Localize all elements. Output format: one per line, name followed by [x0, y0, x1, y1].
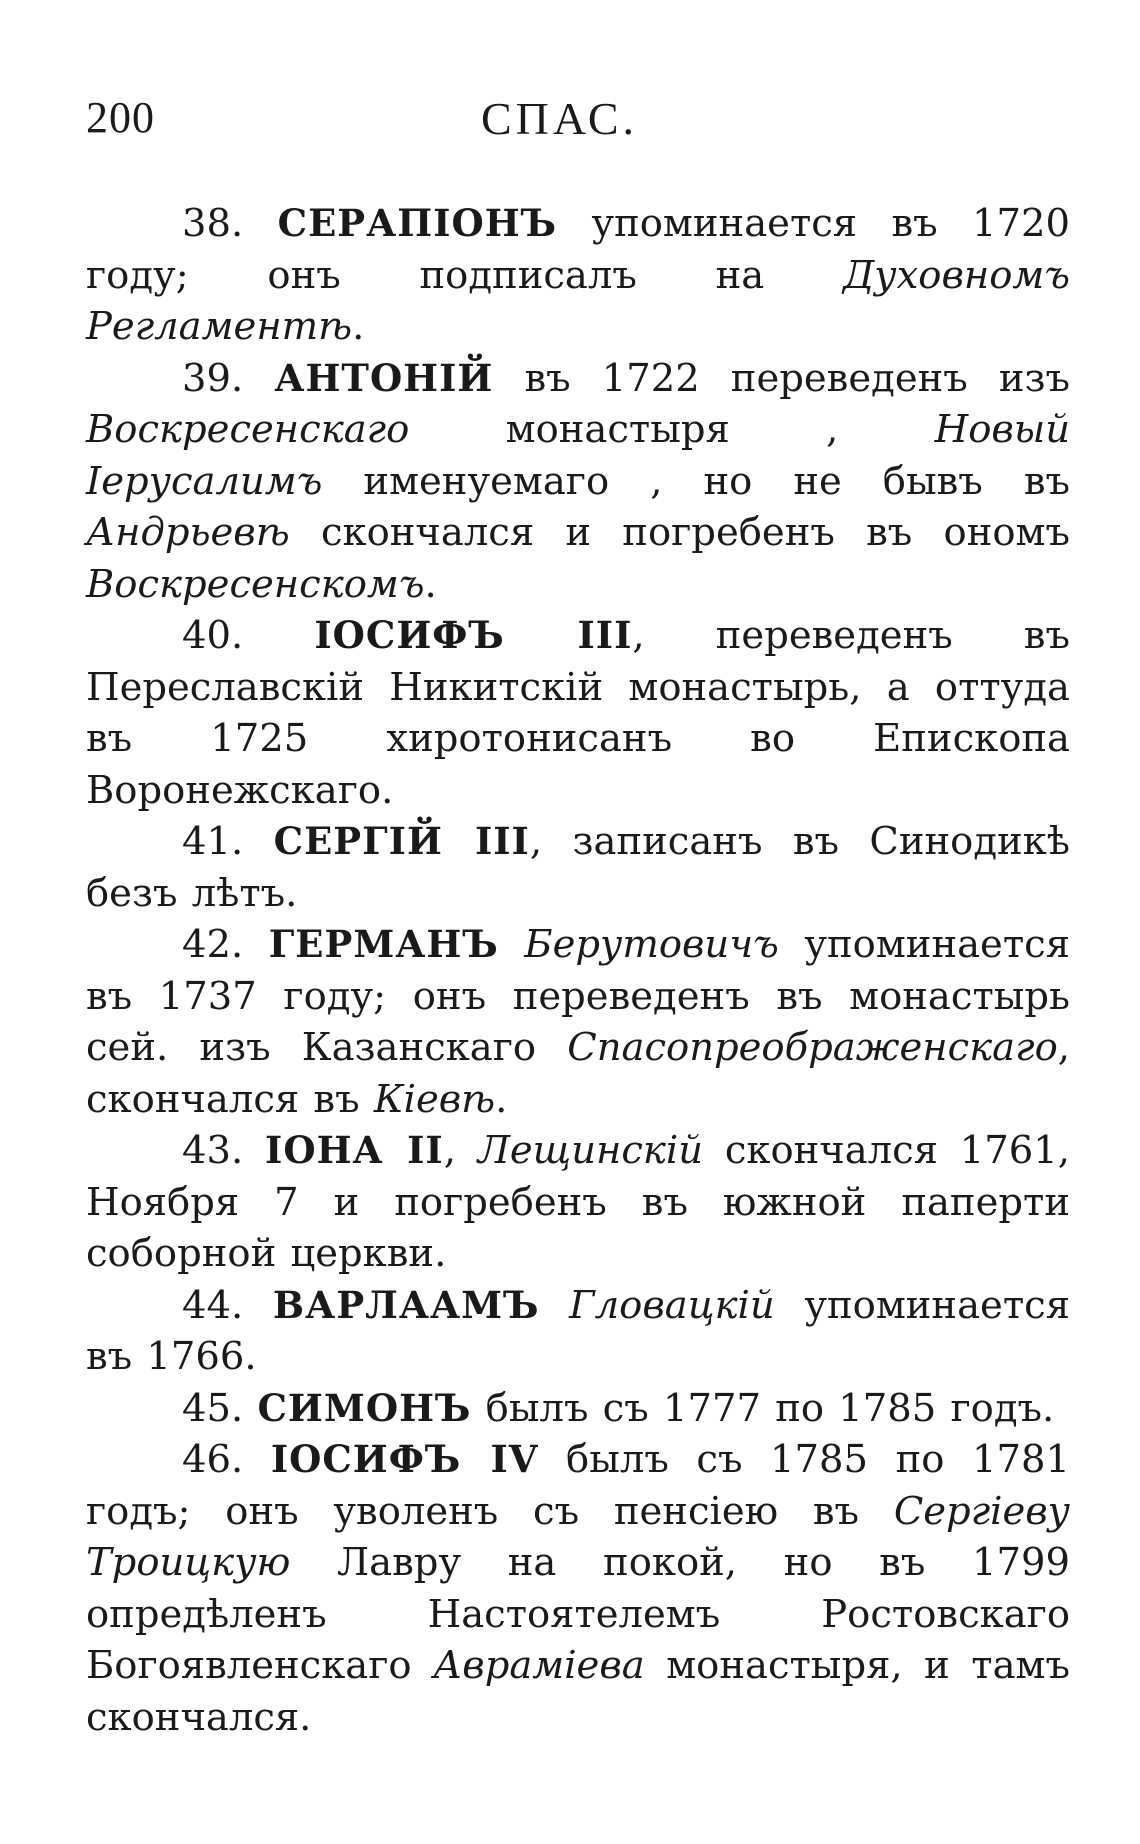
entry-text: скончался 1761, Ноября 7 и погребенъ въ южной паперти соборной церкви. [86, 1128, 1070, 1276]
entry-number: 45. [182, 1385, 244, 1431]
entry-text: . [495, 1076, 508, 1122]
entry-italic-text: Духовномъ Регламентѣ [86, 252, 1070, 349]
entry-paragraph [86, 919, 1070, 1125]
entry-text: . [352, 304, 365, 349]
entry-text: былъ съ 1785 по 1781 годъ; онъ уволенъ съ пенсіею въ [86, 1437, 1070, 1534]
entry-text: въ 1722 переведенъ изъ [493, 355, 1070, 401]
entry-name: СИМОНЪ [257, 1385, 472, 1430]
entry-paragraph [86, 1383, 1070, 1435]
entry-paragraph [86, 198, 1070, 353]
page-number: 200 [86, 93, 155, 142]
entry-number: 42. [182, 922, 244, 967]
entry-italic-text: Сергіеву Троицкую [86, 1488, 1070, 1585]
entry-number: 43. [182, 1128, 244, 1173]
entry-list [86, 198, 1070, 1743]
running-head: СПАС. [481, 93, 639, 144]
entry-paragraph [86, 610, 1070, 816]
entry-text: , переведенъ въ Переславскій Никитскій монастырь, а оттуда въ 1725 хиротонисанъ во Епископа Воронежскаго. [86, 613, 1070, 813]
entry-italic-text: Андрьевѣ [86, 510, 290, 555]
entry-text: упоминается въ 1737 году; онъ переведенъ въ монастырь сей. изъ Казанскаго [86, 922, 1070, 1070]
entry-text: , скончался въ [86, 1025, 1070, 1122]
entry-text: , записанъ въ Синодикѣ безъ лѣтъ. [86, 819, 1070, 916]
entry-name: ІОНА II [265, 1128, 444, 1172]
entry-number: 41. [182, 819, 244, 864]
entry-number: 46. [182, 1437, 244, 1482]
page-header [86, 92, 1070, 162]
entry-text [539, 1283, 569, 1328]
entry-italic-text: Берутовичъ [524, 922, 779, 967]
entry-italic-text: Кіевѣ [373, 1076, 496, 1122]
entry-number: 39. [182, 355, 244, 401]
entry-italic-text: Гловацкій [569, 1282, 775, 1328]
entry-paragraph [86, 1125, 1070, 1280]
entry-text: былъ съ 1777 по 1785 годъ. [471, 1385, 1055, 1431]
entry-text [499, 922, 525, 967]
entry-paragraph [86, 1434, 1070, 1743]
entry-name: СЕРАПІОНЪ [277, 201, 558, 245]
entry-text: монастыря , [409, 407, 935, 452]
entry-text: именуемаго , но не бывъ въ [322, 458, 1070, 504]
entry-text: Лавру на покой, но въ 1799 опредѣленъ Настоятелемъ Ростовскаго Богоявленскаго [86, 1540, 1070, 1688]
entry-italic-text: Лещинскій [477, 1128, 704, 1173]
entry-number: 38. [182, 201, 244, 246]
entry-italic-text: Воскресенскаго [86, 407, 410, 452]
entry-text: монастыря, и тамъ скончался. [86, 1643, 1071, 1740]
entry-number: 40. [182, 613, 244, 658]
entry-name: ІОСИФЪ III [314, 613, 633, 657]
entry-name: ВАРЛААМЪ [272, 1282, 540, 1327]
entry-paragraph [86, 353, 1070, 611]
entry-number: 44. [182, 1282, 244, 1328]
entry-name: СЕРГІЙ III [273, 819, 530, 863]
entry-text: упоминается въ 1766. [86, 1282, 1070, 1379]
entry-paragraph [86, 816, 1070, 919]
entry-name: АНТОНІЙ [274, 355, 494, 400]
entry-paragraph [86, 1280, 1070, 1383]
entry-italic-text: Авраміева [433, 1643, 645, 1688]
entry-italic-text: Новый Іерусалимъ [86, 407, 1070, 504]
entry-text: . [424, 561, 437, 607]
entry-italic-text: Спасопреображенскаго [567, 1025, 1058, 1070]
entry-name: ІОСИФЪ IV [270, 1437, 539, 1481]
entry-name: ГЕРМАНЪ [268, 922, 499, 966]
entry-text: , [443, 1128, 478, 1173]
entry-italic-text: Воскресенскомъ [86, 561, 425, 607]
entry-text: упоминается въ 1720 году; онъ подписалъ на [86, 201, 1070, 298]
entry-text: скончался и погребенъ въ ономъ [289, 510, 1070, 555]
